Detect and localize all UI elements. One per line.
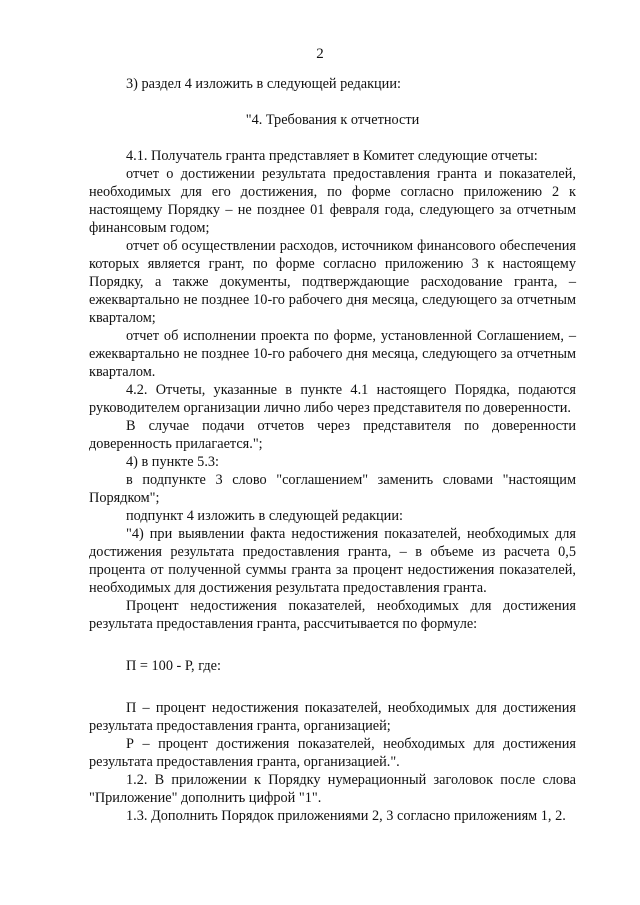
paragraph-percent-formula-intro: Процент недостижения показателей, необходимых для достижения результата предоставления гранта, рассчитывается по формуле: xyxy=(89,598,576,632)
formula: П = 100 - Р, где: xyxy=(126,658,221,674)
paragraph-1-3: 1.3. Дополнить Порядок приложениями 2, 3 согласно приложениям 1, 2. xyxy=(126,808,566,824)
paragraph-subitem-4: подпункт 4 изложить в следующей редакции: xyxy=(126,508,403,524)
paragraph-subitem-4-text: "4) при выявлении факта недостижения показателей, необходимых для достижения результата предоставления гранта, – в объеме из расчета 0,5 процента от полученной суммы гранта за процент недостижения показателей, необходимых для достижения результата предоставления гранта. xyxy=(89,526,576,596)
paragraph-item-4: 4) в пункте 5.3: xyxy=(126,454,220,470)
paragraph-subitem-3: в подпункте 3 слово "соглашением" заменить словами "настоящим Порядком"; xyxy=(89,472,576,506)
paragraph-definition-p: П – процент недостижения показателей, необходимых для достижения результата предоставления гранта, организацией; xyxy=(89,700,576,734)
paragraph-report-result: отчет о достижении результата предоставления гранта и показателей, необходимых для его достижения, по форме согласно приложению 2 к настоящему Порядку – не позднее 01 февраля года, следующего за отчетным финансовым годом; xyxy=(89,166,576,236)
paragraph-4-2: 4.2. Отчеты, указанные в пункте 4.1 настоящего Порядка, подаются руководителем организации лично либо через представителя по доверенности. xyxy=(89,382,576,416)
section-heading: "4. Требования к отчетности xyxy=(245,112,420,128)
paragraph-1-2: 1.2. В приложении к Порядку нумерационный заголовок после слова "Приложение" дополнить цифрой "1". xyxy=(89,772,576,806)
document-body xyxy=(89,75,576,825)
paragraph-report-expenses: отчет об осуществлении расходов, источником финансового обеспечения которых является грант, по форме согласно приложению 3 к настоящему Порядку, а также документы, подтверждающие расходование гранта, – ежеквартально не позднее 10-го рабочего дня месяца, следующего за отчетным кварталом; xyxy=(89,238,576,326)
paragraph-report-project: отчет об исполнении проекта по форме, установленной Соглашением, – ежеквартально не позднее 10-го рабочего дня месяца, следующего за отчетным кварталом. xyxy=(89,328,576,380)
page-number: 2 xyxy=(316,46,324,62)
paragraph-definition-r: Р – процент достижения показателей, необходимых для достижения результата предоставления гранта, организацией.". xyxy=(89,736,576,770)
paragraph-section4-intro: 3) раздел 4 изложить в следующей редакции: xyxy=(126,76,401,92)
paragraph-proxy: В случае подачи отчетов через представителя по доверенности доверенность прилагается."; xyxy=(89,418,576,452)
paragraph-4-1: 4.1. Получатель гранта представляет в Комитет следующие отчеты: xyxy=(126,148,538,164)
